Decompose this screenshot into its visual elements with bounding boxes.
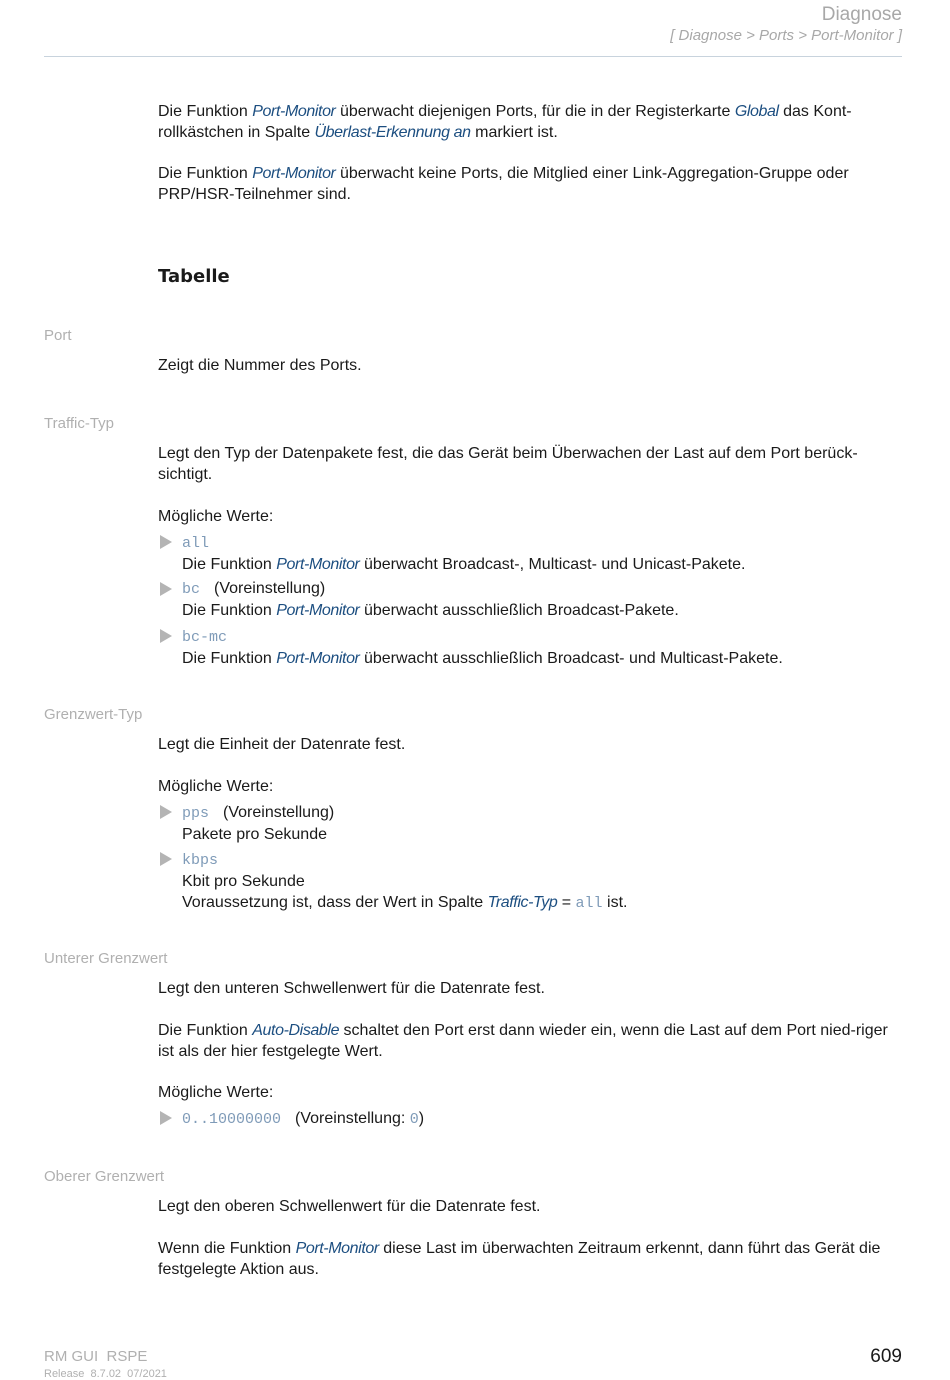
grenzwert-typ-values-label: Mögliche Werte: bbox=[158, 778, 274, 795]
emphasis: Global bbox=[734, 103, 779, 120]
traffic-typ-description: Legt den Typ der Datenpakete fest, die das Gerät beim Überwachen der Last auf dem Port berück-sichtigt. bbox=[158, 445, 858, 483]
intro-paragraph-2 bbox=[158, 163, 908, 205]
grenzwert-typ-description: Legt die Einheit der Datenrate fest. bbox=[158, 736, 406, 753]
option-code: bc-mc bbox=[182, 629, 228, 646]
header-divider bbox=[44, 56, 902, 57]
option-item bbox=[182, 1108, 902, 1130]
bullet-icon bbox=[160, 852, 172, 866]
unterer-grenzwert-values-label: Mögliche Werte: bbox=[158, 1084, 274, 1101]
port-description: Zeigt die Nummer des Ports. bbox=[158, 357, 362, 374]
traffic-typ-values-label: Mögliche Werte: bbox=[158, 508, 274, 525]
unterer-grenzwert-description: Legt den unteren Schwellenwert für die Datenrate fest. bbox=[158, 980, 545, 997]
footer-release: Release 8.7.02 07/2021 bbox=[44, 1368, 167, 1380]
text: Die Funktion bbox=[158, 165, 253, 182]
text: Die Funktion bbox=[182, 650, 277, 667]
text: Die Funktion bbox=[182, 602, 277, 619]
emphasis: Port-Monitor bbox=[276, 602, 360, 619]
option-code: all bbox=[182, 535, 210, 552]
term-traffic-typ: Traffic-Typ bbox=[44, 415, 115, 432]
term-port: Port bbox=[44, 327, 72, 344]
emphasis: Port-Monitor bbox=[276, 556, 360, 573]
breadcrumb: [ Diagnose > Ports > Port-Monitor ] bbox=[670, 27, 902, 44]
option-text: Pakete pro Sekunde bbox=[182, 826, 327, 843]
inline-code: 0 bbox=[409, 1111, 419, 1128]
option-code: kbps bbox=[182, 852, 219, 869]
option-code: bc bbox=[182, 581, 201, 598]
text: Die Funktion bbox=[182, 556, 277, 573]
term-unterer-grenzwert: Unterer Grenzwert bbox=[44, 950, 168, 967]
option-item bbox=[182, 626, 902, 669]
text: überwacht diejenigen Ports, für die in der Registerkarte bbox=[335, 103, 735, 120]
text: Voraussetzung ist, dass der Wert in Spalte bbox=[182, 894, 488, 911]
option-code: 0..10000000 bbox=[182, 1111, 282, 1128]
page-header-title: Diagnose bbox=[821, 4, 902, 25]
text: Wenn die Funktion bbox=[158, 1240, 296, 1257]
bullet-icon bbox=[160, 629, 172, 643]
bullet-icon bbox=[160, 805, 172, 819]
emphasis: Port-Monitor bbox=[276, 650, 360, 667]
intro-paragraph-1 bbox=[158, 101, 908, 143]
bullet-icon bbox=[160, 582, 172, 596]
option-item bbox=[182, 578, 902, 621]
text: markiert ist. bbox=[470, 124, 558, 141]
text: schaltet den Port erst dann wieder ein, wenn die Last auf dem Port nied-riger ist als der hier festgelegte Wert. bbox=[158, 1022, 888, 1060]
option-note: (Voreinstellung: bbox=[295, 1110, 410, 1127]
emphasis: Auto-Disable bbox=[252, 1022, 340, 1039]
option-code: pps bbox=[182, 805, 210, 822]
option-item bbox=[182, 532, 902, 575]
text: das Kont-rollkästchen in Spalte bbox=[158, 103, 852, 141]
text: diese Last im überwachten Zeitraum erkennt, dann führt das Gerät die festgelegte Aktion aus. bbox=[158, 1240, 881, 1278]
text: überwacht ausschließlich Broadcast- und Multicast-Pakete. bbox=[359, 650, 783, 667]
bullet-icon bbox=[160, 535, 172, 549]
text: ist. bbox=[602, 894, 628, 911]
inline-code: all bbox=[575, 895, 603, 912]
text: überwacht keine Ports, die Mitglied einer Link-Aggregation-Gruppe oder PRP/HSR-Teilnehmer sind. bbox=[158, 165, 849, 203]
unterer-grenzwert-paragraph-2 bbox=[158, 1020, 908, 1062]
text: Die Funktion bbox=[158, 103, 253, 120]
section-heading: Tabelle bbox=[158, 266, 230, 287]
emphasis: Port-Monitor bbox=[252, 103, 336, 120]
text: überwacht Broadcast-, Multicast- und Unicast-Pakete. bbox=[359, 556, 746, 573]
text: = bbox=[557, 894, 576, 911]
emphasis: Überlast-Erkennung an bbox=[314, 124, 471, 141]
text: Die Funktion bbox=[158, 1022, 253, 1039]
option-note: (Voreinstellung) bbox=[214, 580, 326, 597]
emphasis: Port-Monitor bbox=[295, 1240, 379, 1257]
text: überwacht ausschließlich Broadcast-Pakete. bbox=[359, 602, 679, 619]
option-note: ) bbox=[418, 1110, 425, 1127]
oberer-grenzwert-paragraph-2 bbox=[158, 1238, 908, 1280]
page-number: 609 bbox=[870, 1346, 902, 1367]
option-note: (Voreinstellung) bbox=[223, 804, 335, 821]
footer-document-name: RM GUI RSPE bbox=[44, 1348, 148, 1365]
option-text: Kbit pro Sekunde bbox=[182, 873, 305, 890]
oberer-grenzwert-description: Legt den oberen Schwellenwert für die Datenrate fest. bbox=[158, 1198, 541, 1215]
option-item bbox=[182, 849, 902, 914]
bullet-icon bbox=[160, 1111, 172, 1125]
emphasis: Port-Monitor bbox=[252, 165, 336, 182]
emphasis: Traffic-Typ bbox=[487, 894, 558, 911]
option-item bbox=[182, 802, 902, 845]
term-grenzwert-typ: Grenzwert-Typ bbox=[44, 706, 143, 723]
term-oberer-grenzwert: Oberer Grenzwert bbox=[44, 1168, 165, 1185]
